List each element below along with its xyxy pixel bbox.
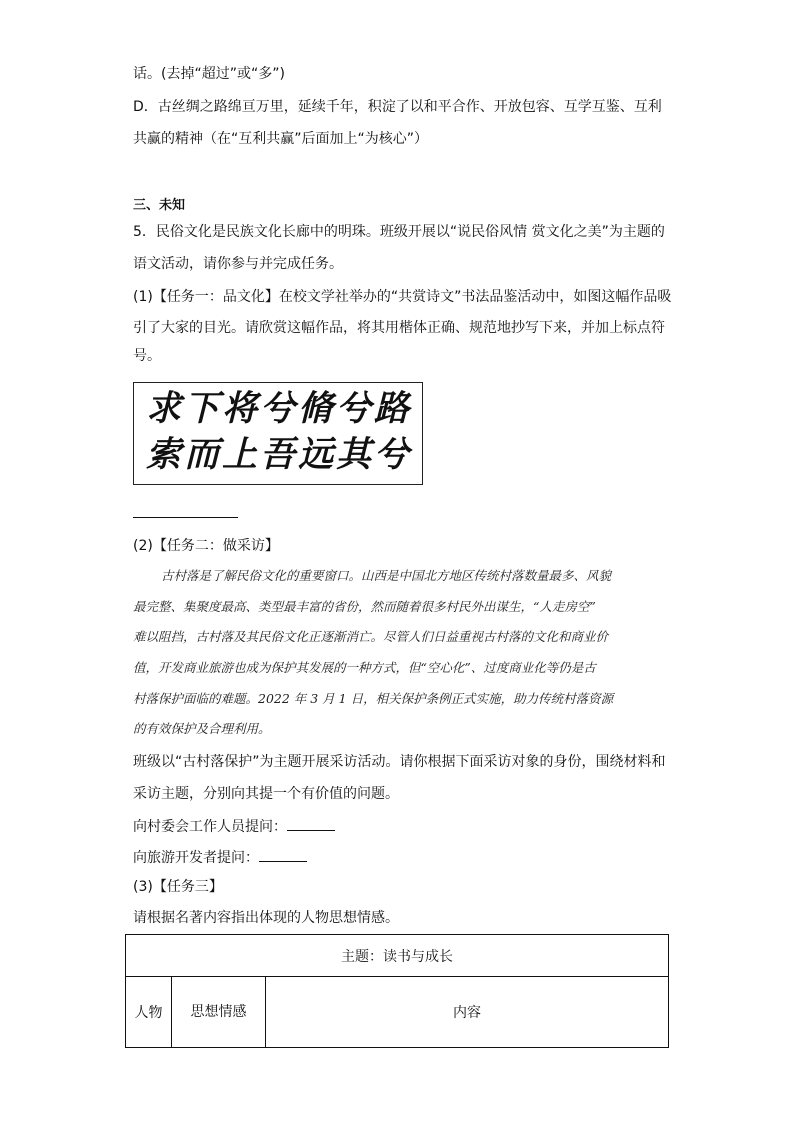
task1-line1: (1)【任务一：品文化】在校文学社举办的“共赏诗文”书法品鉴活动中，如图这幅作品吸 <box>133 289 672 305</box>
reading-table <box>125 934 669 1048</box>
task1-line2: 引了大家的目光。请欣赏这幅作品，将其用楷体正确、规范地抄写下来，并加上标点符 <box>133 320 665 336</box>
ask-village-committee-label: 向村委会工作人员提问： <box>133 819 287 835</box>
section-heading: 三、未知 <box>133 198 186 213</box>
interview-instruction-2: 采访主题，分别向其提一个有价值的问题。 <box>133 786 399 802</box>
ask-village-committee <box>133 816 335 837</box>
option-c-tail: 话。(去掉“超过”或“多”) <box>133 66 285 82</box>
question-5-line1: 5．民俗文化是民族文化长廊中的明珠。班级开展以“说民俗风情 赏文化之美”为主题的 <box>133 224 665 240</box>
table-header-cell: 主题：读书与成长 <box>126 935 669 977</box>
ask-tourism-developer-label: 向旅游开发者提问： <box>133 850 259 866</box>
option-d-cont: 共赢的精神（在“互利共赢”后面加上“为核心”） <box>133 131 429 147</box>
ask-tourism-developer-blank[interactable] <box>259 847 307 862</box>
task3-question: 请根据名著内容指出体现的人物思想情感。 <box>133 910 399 926</box>
material-line-1: 古村落是了解民俗文化的重要窗口。山西是中国北方地区传统村落数量最多、风貌 <box>161 568 612 583</box>
material-line-5: 村落保护面临的难题。2022 年 3 月 1 日，相关保护条例正式实施，助力传统村落资源 <box>133 691 614 706</box>
table-col-person: 人物 <box>126 977 172 1048</box>
interview-instruction-1: 班级以“古村落保护”为主题开展采访活动。请你根据下面采访对象的身份，围绕材料和 <box>133 754 666 770</box>
answer-blank-line[interactable] <box>133 517 238 518</box>
question-5-line2: 语文活动，请你参与并完成任务。 <box>133 256 343 272</box>
ask-tourism-developer <box>133 847 307 868</box>
material-line-2: 最完整、集聚度最高、类型最丰富的省份，然而随着很多村民外出谋生，“人走房空” <box>133 599 596 614</box>
calligraphy-artwork <box>133 382 423 485</box>
table-header-row <box>126 935 669 977</box>
material-line-6: 的有效保护及合理利用。 <box>133 721 271 736</box>
ask-village-committee-blank[interactable] <box>287 816 335 831</box>
task2-heading: (2)【任务二：做采访】 <box>133 538 279 554</box>
material-line-3: 难以阻挡，古村落及其民俗文化正逐渐消亡。尽管人们日益重视古村落的文化和商业价 <box>133 629 609 644</box>
table-col-feeling: 思想情感 <box>172 977 266 1048</box>
task1-line3: 号。 <box>133 348 161 364</box>
table-col-content: 内容 <box>266 977 669 1048</box>
task3-heading: (3)【任务三】 <box>133 879 223 895</box>
material-line-4: 值，开发商业旅游也成为保护其发展的一种方式，但“空心化”、过度商业化等仍是古 <box>133 660 596 675</box>
table-row <box>126 977 669 1048</box>
option-d: D．古丝绸之路绵亘万里，延续千年，积淀了以和平合作、开放包容、互学互鉴、互利 <box>133 99 662 115</box>
calligraphy-row-2: 索而上吾远其兮 <box>146 434 413 475</box>
calligraphy-row-1: 求下将兮脩兮路 <box>146 388 413 429</box>
